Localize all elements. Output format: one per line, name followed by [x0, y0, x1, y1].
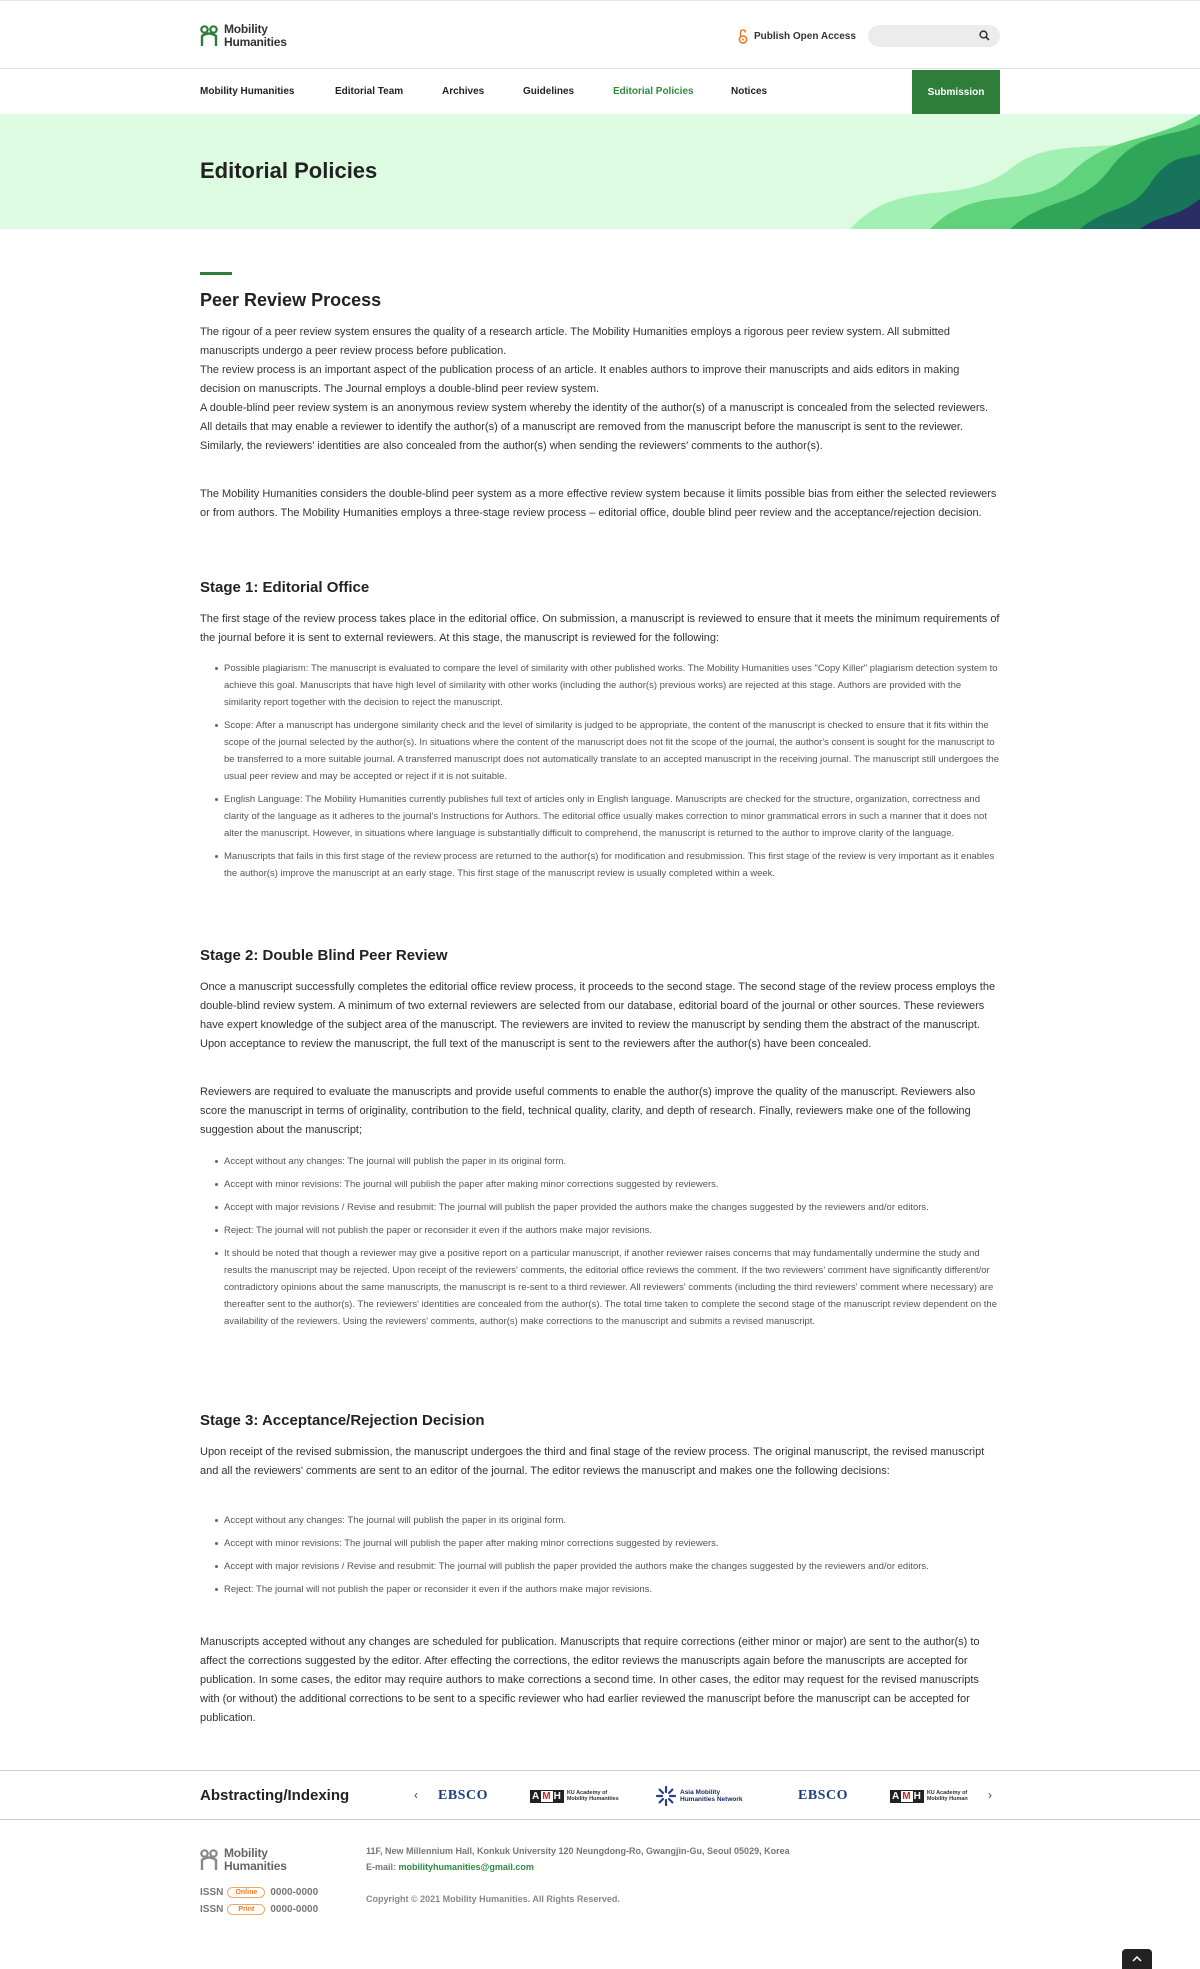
amh-logo[interactable]: A M H KU Academy of Mobility Human — [892, 1790, 968, 1802]
scroll-top-button[interactable] — [1122, 1949, 1152, 1969]
chevron-up-icon — [1132, 1956, 1142, 1962]
stage2-paragraph-2: Reviewers are required to evaluate the manuscripts and provide useful comments to enable the author(s) improve the quality of the manuscript. Reviewers also score the manuscript in terms of originality, contribution to the field, technical quality, clarity, and depth of research. Finally, reviewers make one of the following suggestion about the manuscript; — [200, 1086, 976, 1136]
main-nav — [0, 70, 1200, 114]
issn-online-value: 0000-0000 — [270, 1887, 319, 1898]
nav-guidelines[interactable]: Guidelines — [523, 86, 575, 97]
stage3-title: Stage 3: Acceptance/Rejection Decision — [200, 1412, 485, 1429]
carousel-prev-button[interactable]: ‹ — [414, 1788, 418, 1802]
publish-open-access-link[interactable] — [738, 29, 856, 44]
stage2-paragraph-1: Once a manuscript successfully completes the editorial office review process, it proceeds to the second stage. The second stage of the review process employs the double-blind review system. A minimum of two external reviewers are selected from our database, editorial board of the journal or other sources. These reviewers have expert knowledge of the subject area of the manuscript. The reviewers are invited to review the manuscript by sending them the abstract of the manuscript. Upon acceptance to review the manuscript, the full text of the manuscript is sent to the reviewers after the author(s) have been concealed. — [200, 981, 996, 1050]
list-item: Possible plagiarism: The manuscript is evaluated to compare the level of similarity with other published works. The Mobility Humanities uses "Copy Killer" plagiarism detection system to achieve this goal. Manuscripts that have high level of similarity with other works (including the author(s) previous works) are rejected at this stage. Authors are provided with the similarity report together with the decision to reject the manuscript. — [224, 660, 1000, 711]
stage3-paragraph: Upon receipt of the revised submission, the manuscript undergoes the third and final stage of the review process. The original manuscript, the revised manuscript and all the reviewers' comments are sent to an editor of the journal. The editor reviews the manuscript and makes one the following decisions: — [200, 1446, 985, 1477]
list-item: Reject: The journal will not publish the paper or reconsider it even if the authors make major revisions. — [224, 1222, 1000, 1239]
nav-editorial-policies[interactable]: Editorial Policies — [613, 86, 694, 97]
footer-email-line — [366, 1862, 534, 1872]
amn-star-icon — [656, 1786, 676, 1806]
footer-logo[interactable] — [200, 1847, 287, 1873]
search-box[interactable] — [868, 25, 1000, 47]
nav-notices[interactable]: Notices — [731, 86, 768, 97]
list-item: Manuscripts that fails in this first stage of the review process are returned to the author(s) for modification and resubmission. This first stage of the review is very important as it enables the author(s) improve the manuscript at an early stage. This first stage of the manuscript review is usually completed within a week. — [224, 848, 1000, 882]
issn-print — [200, 1904, 318, 1915]
email-label: E-mail: — [366, 1862, 397, 1872]
issn-label: ISSN — [200, 1887, 224, 1898]
amh-logo[interactable]: A M H KU Academy of Mobility Humanities — [532, 1790, 619, 1802]
hero-wave-decoration — [0, 114, 1200, 229]
list-item: Accept with major revisions / Revise and resubmit: The journal will publish the paper provided the authors make the changes suggested by the reviewers and/or editors. — [224, 1199, 1000, 1216]
logo-mark-icon — [200, 1849, 218, 1871]
nav-mobility-humanities[interactable]: Mobility Humanities — [200, 86, 295, 97]
issn-print-badge: Print — [227, 1904, 265, 1915]
open-access-label: Publish Open Access — [754, 31, 856, 42]
ebsco-logo[interactable]: EBSCO — [798, 1788, 848, 1803]
abstracting-indexing-bar — [0, 1770, 1200, 1820]
list-item: Accept with minor revisions: The journal will publish the paper after making minor corrections suggested by reviewers. — [224, 1176, 1000, 1193]
stage1-paragraph: The first stage of the review process takes place in the editorial office. On submission, a manuscript is reviewed to ensure that it meets the minimum requirements of the journal before it is sent to external reviewers. At this stage, the manuscript is reviewed for the following: — [200, 613, 1000, 644]
list-item: It should be noted that though a reviewer may give a positive report on a particular manuscript, if another reviewer raises concerns that may fundamentally undermine the study and results the manuscript may be rejected. Upon receipt of the reviewers' comments, the editorial office reviews the comment. If the two reviewers' comment have significantly different/or contradictory opinions about the same manuscripts, the manuscript is re-sent to a third reviewer. All reviewers' comments (including the third reviewers' comment where necessary) are thereafter sent to the author(s). The reviewers' identities are concealed from the author(s). The total time taken to complete the second stage of the manuscript review dependent on the availability of the reviewers. Using the reviewers' comments, author(s) make corrections to the manuscript and submits a revised manuscript. — [224, 1245, 1000, 1330]
intro-paragraph-2: The review process is an important aspect of the publication process of an article. It enables authors to improve their manuscripts and aids editors in making decision on manuscripts. The Journal employs a double-blind peer review system. — [200, 364, 960, 395]
footer-address: 11F, New Millennium Hall, Konkuk University 120 Neungdong-Ro, Gwangjin-Gu, Seoul 05029, Korea — [366, 1846, 790, 1856]
list-item: Accept with minor revisions: The journal will publish the paper after making minor corrections suggested by reviewers. — [224, 1535, 1000, 1552]
stage1-list — [224, 660, 1000, 888]
site-logo[interactable] — [200, 23, 287, 49]
nav-archives[interactable]: Archives — [442, 86, 485, 97]
issn-online — [200, 1887, 318, 1898]
issn-label: ISSN — [200, 1904, 224, 1915]
amn-logo[interactable]: Asia Mobility Humanities Network — [656, 1785, 743, 1807]
stage1-title: Stage 1: Editorial Office — [200, 579, 370, 596]
footer-copyright: Copyright © 2021 Mobility Humanities. All Rights Reserved. — [366, 1894, 620, 1904]
list-item: English Language: The Mobility Humanities currently publishes full text of articles only in English language. Manuscripts are checked for the structure, organization, correctness and clarity of the language as it adheres to the journal's Instructions for Authors. The editorial office usually makes correction to minor grammatical errors in such a manner that it does not alter the manuscript. However, in situations where language is substantially difficult to comprehend, the manuscript is returned to the author to improve clarity of the language. — [224, 791, 1000, 842]
section-accent-bar — [200, 272, 232, 275]
issn-print-value: 0000-0000 — [270, 1904, 319, 1915]
stage2-title: Stage 2: Double Blind Peer Review — [200, 947, 448, 964]
logo-line-2: Humanities — [224, 35, 287, 49]
intro-paragraph-3: A double-blind peer review system is an anonymous review system whereby the identity of the author(s) of a manuscript is concealed from the selected reviewers. All details that may enable a reviewer to identify the author(s) of a manuscript are removed from the manuscript before the manuscript is sent to the reviewer. Similarly, the reviewers' identities are also concealed from the author(s) when sending the reviewers' comments to the author(s). — [200, 402, 989, 452]
list-item: Accept without any changes: The journal will publish the paper in its original form. — [224, 1153, 1000, 1170]
list-item: Accept with major revisions / Revise and resubmit: The journal will publish the paper provided the authors make the changes suggested by the reviewers and/or editors. — [224, 1558, 1000, 1575]
ebsco-logo[interactable]: EBSCO — [438, 1788, 488, 1803]
list-item: Scope: After a manuscript has undergone similarity check and the level of similarity is judged to be appropriate, the content of the manuscript is checked to ensure that it fits within the scope of the journal selected by the author(s). In situations where the content of the manuscript does not fit the scope of the journal, the author's consent is sought for the manuscript to be transferred to a more suitable journal. A transferred manuscript does not automatically translate to an accepted manuscript in the receiving journal. The manuscript still undergoes the usual peer review and may be accepted or reject if it is not suitable. — [224, 717, 1000, 785]
stage3-list — [224, 1512, 1000, 1604]
issn-online-badge: Online — [227, 1887, 265, 1898]
list-item: Reject: The journal will not publish the paper or reconsider it even if the authors make major revisions. — [224, 1581, 1000, 1598]
logo-mark-icon — [200, 25, 218, 47]
stage3-closing-paragraph: Manuscripts accepted without any changes are scheduled for publication. Manuscripts that require corrections (either minor or major) are sent to the author(s) to affect the corrections suggested by the editor. After effecting the corrections, the editor reviews the manuscripts again before the manuscripts are accepted for publication. In some cases, the editor may require authors to make corrections a second time. In other cases, the editor may request for the revised manuscripts with (or without) the additional corrections to be sent to a specific reviewer who had earlier reviewed the manuscript before the manuscript can be accepted for publication. — [200, 1636, 980, 1724]
site-header — [0, 0, 1200, 69]
page-title: Editorial Policies — [200, 158, 378, 183]
logo-line-1: Mobility — [224, 22, 268, 36]
carousel-next-button[interactable]: › — [988, 1788, 992, 1802]
intro-paragraph-1: The rigour of a peer review system ensures the quality of a research article. The Mobility Humanities employs a rigorous peer review system. All submitted manuscripts undergo a peer review process before publication. — [200, 326, 950, 357]
page-hero — [0, 114, 1200, 229]
open-access-lock-icon — [738, 29, 748, 44]
submission-button[interactable]: Submission — [912, 70, 1000, 114]
footer-logo-line-2: Humanities — [224, 1859, 287, 1873]
stage2-list — [224, 1153, 1000, 1336]
section-title: Peer Review Process — [200, 290, 382, 310]
list-item: Accept without any changes: The journal will publish the paper in its original form. — [224, 1512, 1000, 1529]
footer-logo-line-1: Mobility — [224, 1846, 268, 1860]
magnifier-icon[interactable] — [979, 30, 990, 41]
indexing-title: Abstracting/Indexing — [200, 1787, 350, 1804]
nav-editorial-team[interactable]: Editorial Team — [335, 86, 404, 97]
intro-paragraph-4: The Mobility Humanities considers the double-blind peer system as a more effective review system because it limits possible bias from either the selected reviewers or from authors. The Mobility Humanities employs a three-stage review process – editorial office, double blind peer review and the acceptance/rejection decision. — [200, 488, 997, 519]
email-link[interactable]: mobilityhumanities@gmail.com — [398, 1862, 534, 1872]
